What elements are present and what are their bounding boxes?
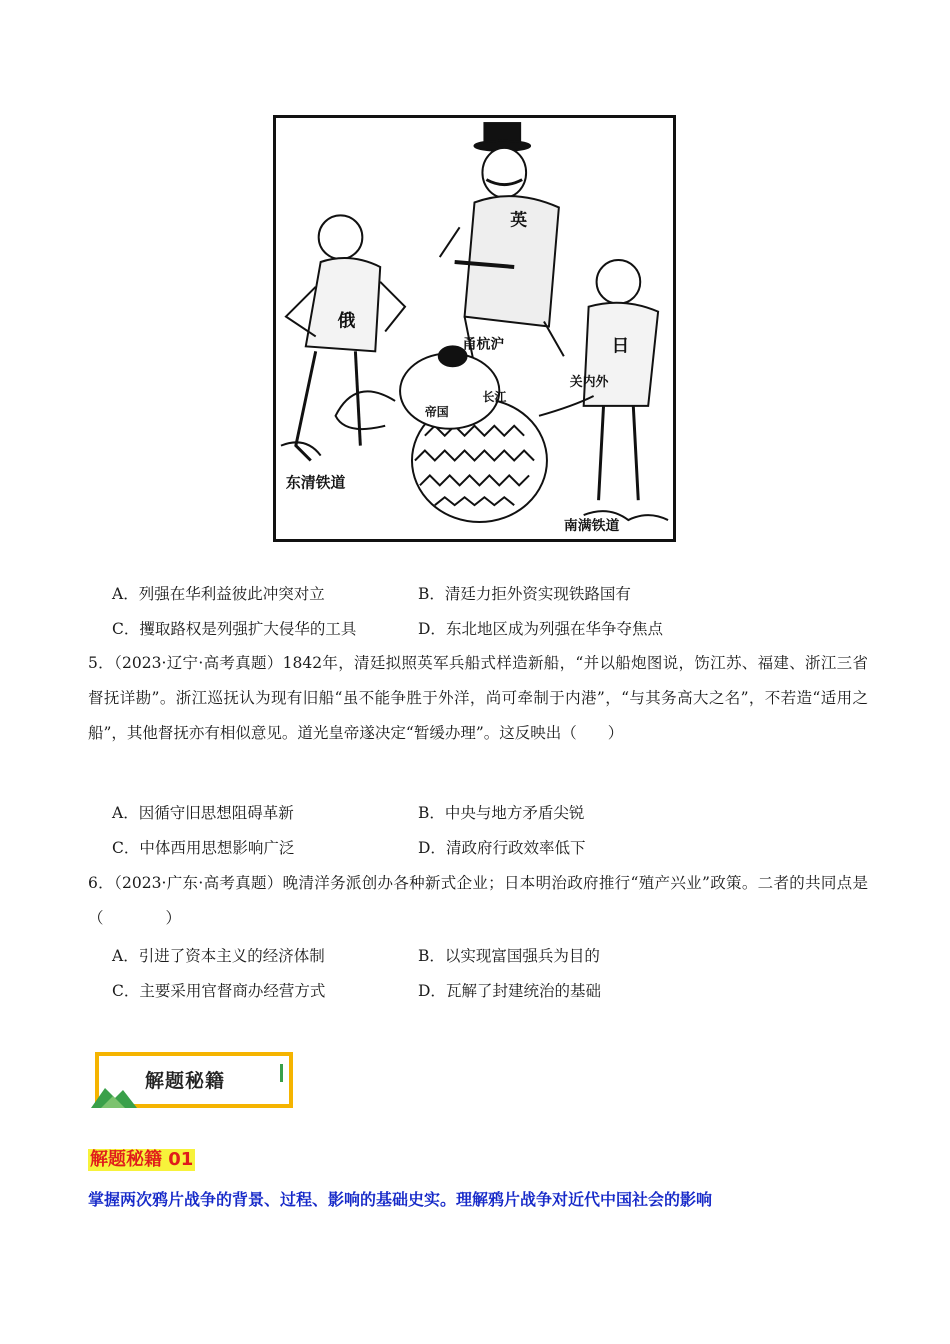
q5-option-b[interactable]: [418, 802, 584, 824]
tip-title: 解题秘籍 01: [90, 1149, 194, 1170]
label-japan: 日: [611, 335, 630, 357]
label-south-manchuria-railway: 南满铁道: [563, 517, 620, 534]
q6-option-b[interactable]: [418, 945, 600, 967]
option-text: 列强在华利益彼此冲突对立: [138, 585, 325, 603]
q5-option-c[interactable]: [112, 837, 294, 859]
tip-body: 掌握两次鸦片战争的背景、过程、影响的基础史实。理解鸦片战争对近代中国社会的影响: [88, 1190, 713, 1209]
option-text: 中体西用思想影响广泛: [139, 839, 295, 857]
option-letter: C．: [112, 982, 140, 1000]
q6-option-c[interactable]: [112, 980, 325, 1002]
option-letter: A．: [112, 804, 139, 822]
q6-stem: 6．（2023·广东·高考真题）晚清洋务派创办各种新式企业；日本明治政府推行“殖产兴业”政策。二者的共同点是（ ）: [88, 874, 868, 927]
option-letter: D．: [418, 839, 446, 857]
option-letter: D．: [418, 620, 446, 638]
option-text: 清廷力拒外资实现铁路国有: [444, 585, 631, 603]
british-figure: [440, 123, 564, 366]
q4-option-c[interactable]: [112, 618, 356, 640]
mountain-icon: [91, 1078, 141, 1108]
label-empire: 帝国: [424, 404, 449, 419]
q4-option-b[interactable]: [418, 583, 631, 605]
option-text: 引进了资本主义的经济体制: [138, 947, 325, 965]
q6-option-d[interactable]: [418, 980, 601, 1002]
q4-option-a[interactable]: [112, 583, 325, 605]
option-letter: C．: [112, 839, 140, 857]
option-text: 瓦解了封建统治的基础: [445, 982, 601, 1000]
option-text: 东北地区成为列强在华争夺焦点: [445, 620, 663, 638]
q4-option-d[interactable]: [418, 618, 663, 640]
option-text: 攫取路权是列强扩大侵华的工具: [139, 620, 357, 638]
label-britain: 英: [510, 209, 528, 230]
label-ningbo-hangzhou-shanghai: 甬杭沪: [462, 336, 505, 353]
label-changjiang: 长江: [482, 389, 507, 404]
option-letter: B．: [418, 804, 445, 822]
q5-option-d[interactable]: [418, 837, 585, 859]
cartoon-figure: [273, 115, 676, 542]
option-letter: A．: [112, 585, 139, 603]
q5-option-a[interactable]: [112, 802, 294, 824]
q5-stem: 5．（2023·辽宁·高考真题）1842年，清廷拟照英军兵船式样造新船，“并以船炮图说，饬江苏、福建、浙江三省督抚详勘”。浙江巡抚认为现有旧船“虽不能争胜于外洋，尚可牵制于内港”，“与其务高大之名”，不若造“适用之船”，其他督抚亦有相似意见。道光皇帝遂决定“暂缓办理”。这反映出（ ）: [88, 654, 868, 742]
option-text: 主要采用官督商办经营方式: [139, 982, 326, 1000]
option-text: 中央与地方矛盾尖锐: [444, 804, 585, 822]
option-text: 清政府行政效率低下: [445, 839, 586, 857]
option-letter: D．: [418, 982, 446, 1000]
label-inside-outside-pass: 关内外: [569, 375, 609, 391]
cartoon-illustration: [276, 118, 673, 539]
label-russia: 俄: [337, 310, 356, 332]
option-letter: C．: [112, 620, 140, 638]
section-banner: [95, 1052, 293, 1108]
watermelon: [336, 346, 594, 522]
q6-option-a[interactable]: [112, 945, 325, 967]
banner-title: 解题秘籍: [145, 1070, 226, 1092]
option-letter: B．: [418, 585, 445, 603]
option-text: 因循守旧思想阻碍革新: [138, 804, 294, 822]
label-chinese-eastern-railway: 东清铁道: [285, 473, 346, 492]
option-letter: A．: [112, 947, 139, 965]
banner-accent: [280, 1064, 283, 1082]
option-letter: B．: [418, 947, 445, 965]
option-text: 以实现富国强兵为目的: [444, 947, 600, 965]
